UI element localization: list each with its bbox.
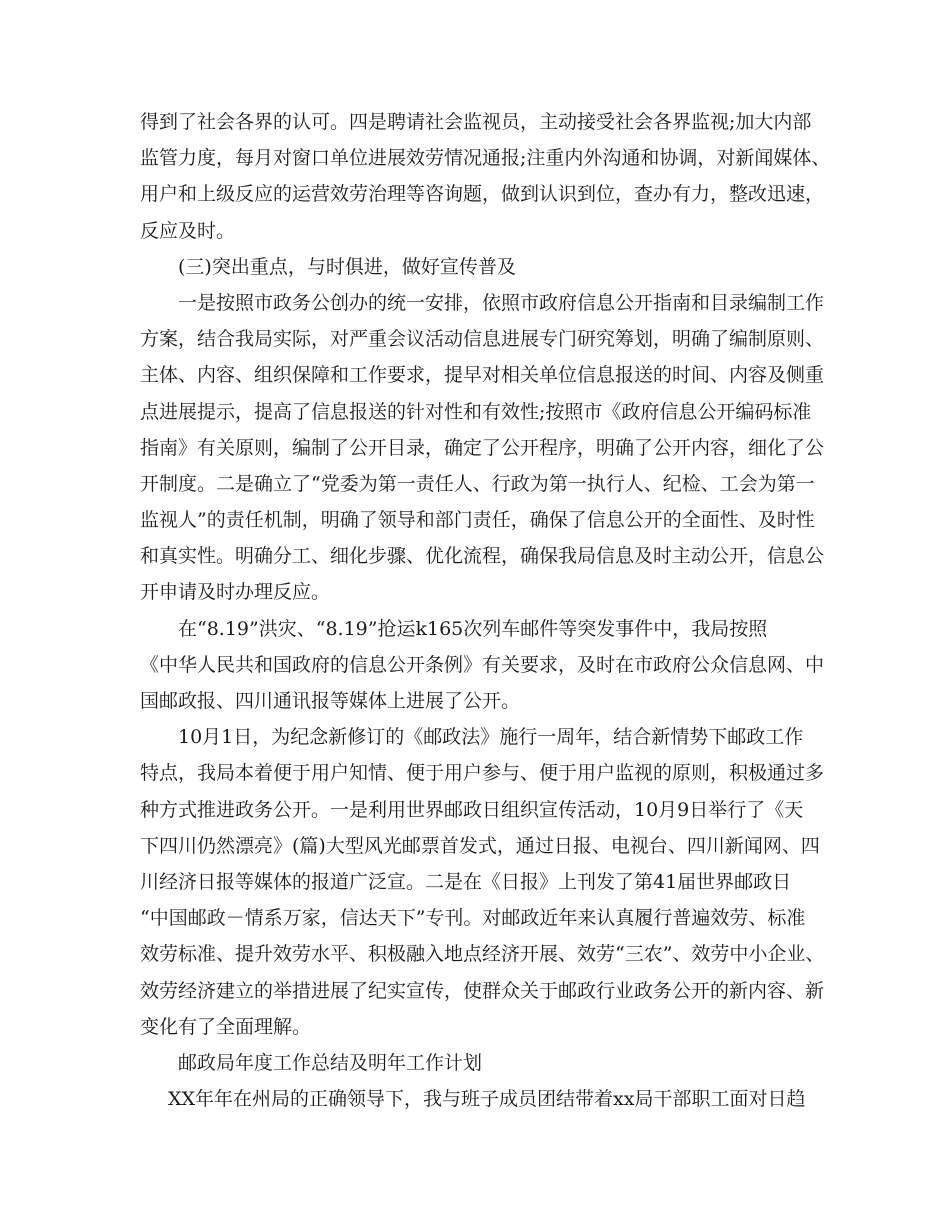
text-line: 《中华人民共和国政府的信息公开条例》有关要求，及时在市政府公众信息网、中	[140, 653, 825, 676]
text-line: 开申请及时办理反应。	[140, 581, 331, 604]
text-line: 效劳经济建立的举措进展了纪实宣传，使群众关于邮政行业政务公开的新内容、新	[140, 979, 825, 1002]
text-line: 一是按照市政务公创办的统一安排，依照市政府信息公开指南和目录编制工作	[178, 291, 825, 314]
text-line: 开制度。二是确立了“党委为第一责任人、行政为第一执行人、纪检、工会为第一	[140, 472, 815, 495]
text-line: 在“8.19”洪灾、“8.19”抢运k165次列车邮件等突发事件中，我局按照	[178, 617, 768, 640]
text-line: 下四川仍然漂亮》(篇)大型风光邮票首发式，通过日报、电视台、四川新闻网、四	[140, 834, 820, 857]
text-line: 效劳标准、提升效劳水平、积极融入地点经济开展、效劳“三农”、效劳中小企业、	[140, 943, 825, 966]
text-line: 方案，结合我局实际，对严重会议活动信息进展专门研究筹划，明确了编制原则、	[140, 328, 825, 351]
text-line: 种方式推进政务公开。一是利用世界邮政日组织宣传活动，10月9日举行了《天	[140, 798, 804, 821]
text-line: “中国邮政－情系万家，信达天下”专刊。对邮政近年来认真履行普遍效劳、标准	[140, 907, 806, 930]
text-line: 指南》有关原则，编制了公开目录，确定了公开程序，明确了公开内容，细化了公	[140, 436, 825, 459]
text-line: XX年年在州局的正确领导下，我与班子成员团结带着xx局干部职工面对日趋	[168, 1088, 806, 1111]
document-body	[140, 104, 830, 1117]
text-line: 10月1日，为纪念新修订的《邮政法》施行一周年，结合新情势下邮政工作	[178, 726, 804, 749]
text-line: 和真实性。明确分工、细化步骤、优化流程，确保我局信息及时主动公开，信息公	[140, 545, 825, 568]
text-line: 反应及时。	[140, 219, 236, 242]
text-line: 主体、内容、组织保障和工作要求，提早对相关单位信息报送的时间、内容及侧重	[140, 364, 825, 387]
text-line: 川经济日报等媒体的报道广泛宣。二是在《日报》上刊发了第41届世界邮政日	[140, 870, 792, 893]
section-heading: 邮政局年度工作总结及明年工作计划	[178, 1051, 483, 1074]
section-heading: (三)突出重点，与时俱进，做好宣传普及	[178, 255, 516, 278]
text-line: 变化有了全面理解。	[140, 1015, 312, 1038]
text-line: 监管力度，每月对窗口单位进展效劳情况通报;注重内外沟通和协调，对新闻媒体、	[140, 147, 831, 170]
text-line: 监视人”的责任机制，明确了领导和部门责任，确保了信息公开的全面性、及时性	[140, 509, 815, 532]
text-line: 得到了社会各界的认可。四是聘请社会监视员，主动接受社会各界监视;加大内部	[140, 111, 812, 133]
text-line: 点进展提示，提高了信息报送的针对性和有效性;按照市《政府信息公开编码标准	[140, 400, 812, 423]
text-line: 国邮政报、四川通讯报等媒体上进展了公开。	[140, 690, 521, 712]
text-line: 用户和上级反应的运营效劳治理等咨询题，做到认识到位，查办有力，整改迅速，	[140, 183, 825, 206]
text-line: 特点，我局本着便于用户知情、便于用户参与、便于用户监视的原则，积极通过多	[140, 762, 825, 785]
